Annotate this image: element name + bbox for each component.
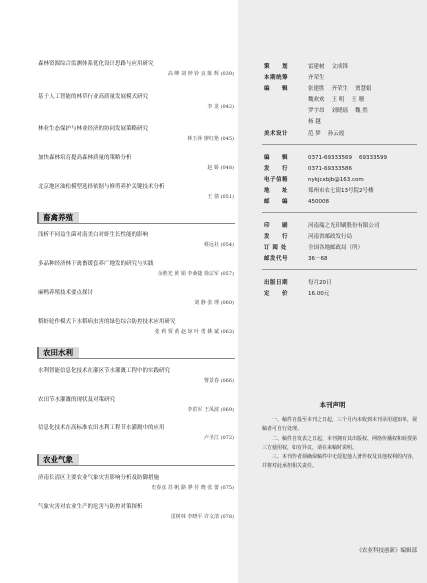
section-rule <box>37 465 235 466</box>
article-meta: 雷树林 李晓平 许文清 (078) <box>170 514 234 520</box>
article-title[interactable]: 麻鸭养殖技术要点探讨 <box>38 290 94 296</box>
divider <box>262 269 417 270</box>
article-meta: 李洪军 王凤波 (069) <box>187 407 234 413</box>
field-value: 16.00元 <box>308 291 330 297</box>
field-label: 邮 编 <box>264 199 289 205</box>
field-value: 魏欢欢 <box>308 97 325 103</box>
article-entry[interactable] <box>38 261 234 278</box>
article-title[interactable]: 多品种经济林下禽畜缓套养广地发的研究与实践 <box>38 261 154 267</box>
field-value: 王 明 <box>331 97 345 103</box>
article-entry[interactable] <box>38 155 234 172</box>
field-value: 雷建树 <box>308 64 325 70</box>
article-entry[interactable] <box>38 126 234 143</box>
article-meta: 张 莉 贾 黄 赵 琼 叶 勇 姚 斌 (063) <box>154 329 234 335</box>
article-meta: 林玉萍 廖红艳 (045) <box>187 136 234 142</box>
field-value: 0371-69333586 <box>308 166 352 172</box>
field-value: 罗宇昂 <box>308 108 325 114</box>
article-title[interactable]: 林业生态保护与林业经济的协同发展策略研究 <box>38 126 149 132</box>
article-meta: 曹景春 (066) <box>203 378 234 384</box>
section-heading-weather: 农业气象 <box>37 454 79 466</box>
notice-title: 本刊声明 <box>319 401 346 409</box>
article-title[interactable]: 森林资源综合监测体系优化设计思路与应用研究 <box>38 61 154 67</box>
field-label: 出版日期 <box>264 280 289 286</box>
field-value: 文成锋 <box>331 64 349 70</box>
field-value: 450008 <box>308 199 329 205</box>
notice-paragraph: 一、稿件自投至本刊之日起，三个月内未收到本刊录用通知单，视稿者可自行处理。 <box>262 417 418 433</box>
article-entry[interactable] <box>38 61 234 78</box>
field-label: 订 阅 处 <box>264 245 287 251</box>
field-value: 69333599 <box>358 155 387 161</box>
field-value: 张建胜 <box>308 86 325 92</box>
field-label: 策 划 <box>264 64 289 70</box>
section-rule <box>37 223 235 224</box>
field-value: 杨 越 <box>308 119 321 125</box>
article-meta: 余胜光 黄 娟 李桑捷 徐宗军 (057) <box>157 271 234 277</box>
field-value: 贾慧娟 <box>355 86 372 92</box>
article-meta: 高 峰 刘 钟 铃 良 陈 辉 (039) <box>167 71 234 77</box>
section-heading-livestock: 畜禽养殖 <box>37 212 79 224</box>
article-entry[interactable] <box>38 290 234 307</box>
section-rule <box>37 358 235 359</box>
field-value: 刘晓瑶 <box>331 108 349 114</box>
field-value: 孙云霞 <box>327 131 345 137</box>
notice-paragraph: 三、本刊作者须确保稿件中无侵犯他人著作权及其他权利的内容，并将对此承担相关责任。 <box>262 454 418 470</box>
field-value: 36－68 <box>308 256 328 262</box>
field-value: 王 珊 <box>351 97 365 103</box>
field-label: 印 刷 <box>264 223 289 229</box>
article-meta: 蔡远社 (054) <box>203 242 234 248</box>
section-heading-water: 农田水利 <box>37 347 79 359</box>
article-entry[interactable] <box>38 425 234 442</box>
article-meta: 李 龙 (042) <box>207 104 234 110</box>
notice-paragraph: 二、稿件自发表之日起，本刊拥有其出版权、网络传播权和转授第三方使用权，如有异议，请在来稿时说明。 <box>262 435 418 451</box>
article-meta: 史春彦 苏 帆 路 骅 付 晓 张 蕾 (075) <box>151 485 234 491</box>
article-title[interactable]: 水利智能信息化技术在灌区节水灌溉工程中的实践研究 <box>38 368 171 374</box>
article-entry[interactable] <box>38 319 234 336</box>
field-value: 河南瑞之光印刷股份有限公司 <box>308 223 380 229</box>
article-title[interactable]: 气象灾害对农业生产的危害与防控对策探析 <box>38 504 143 510</box>
article-meta: 刘 静 张 理 (060) <box>194 300 234 306</box>
article-entry[interactable] <box>38 397 234 414</box>
field-label: 编 辑 <box>264 155 289 161</box>
notice-signature: 《农业科技创新》编辑部 <box>356 548 417 554</box>
field-value: 全国各地邮政局（所） <box>308 245 364 251</box>
article-title[interactable]: 北京地区油松模型选择依据与修剪养护关键技术分析 <box>38 184 165 190</box>
field-label: 发 行 <box>264 166 289 172</box>
article-entry[interactable] <box>38 475 234 492</box>
field-value: 齐荣生 <box>331 86 349 92</box>
field-value: 魏 然 <box>355 108 368 114</box>
article-meta: 王 倩 (051) <box>207 194 234 200</box>
article-entry[interactable] <box>38 504 234 521</box>
field-label: 定 价 <box>264 291 289 297</box>
article-title[interactable]: 济南长清区主要农业气象灾害影响分析及防御措施 <box>38 475 160 481</box>
email-link[interactable]: nykjcxbjb@163.com <box>308 177 364 183</box>
article-title[interactable]: 信息化技术在高标准农田水利工程节水灌溉中的应用 <box>38 425 165 431</box>
field-label: 美术设计 <box>264 131 289 137</box>
field-label: 编 辑 <box>264 86 289 92</box>
field-value: 郑州市农七街13号院2号楼 <box>308 188 374 194</box>
field-label: 邮发代号 <box>264 256 289 262</box>
article-meta: 卢圣江 (072) <box>203 435 234 441</box>
article-entry[interactable] <box>38 368 234 385</box>
article-title[interactable]: 基于人工智能的林草行业高质量发展模式研究 <box>38 94 149 100</box>
field-label: 发 行 <box>264 234 289 240</box>
article-entry[interactable] <box>38 94 234 111</box>
article-entry[interactable] <box>38 232 234 249</box>
divider <box>262 144 417 145</box>
field-value: 范 梦 <box>308 131 321 137</box>
article-title[interactable]: 农田节水灌溉的现状及对策研究 <box>38 397 116 403</box>
article-entry[interactable] <box>38 184 234 201</box>
field-value: 河南省邮政发行局 <box>308 234 353 240</box>
field-value: 0371-69333569 <box>308 155 352 161</box>
divider <box>262 212 417 213</box>
article-title[interactable]: 稻虾轮作模式下水稻病虫害的绿色综合防控技术应用研究 <box>38 319 176 325</box>
article-title[interactable]: 加快森林培育提高森林质量的策略分析 <box>38 155 132 161</box>
article-title[interactable]: 浅析不同益生菌对南美白对虾生长性能的影响 <box>38 232 149 238</box>
article-meta: 赵 娇 (048) <box>207 165 234 171</box>
field-value: 每月20日 <box>308 280 332 286</box>
field-label: 本期统筹 <box>264 75 289 81</box>
field-label: 地 址 <box>264 188 289 194</box>
notice-body <box>262 416 419 472</box>
field-value: 齐荣生 <box>308 75 325 81</box>
field-label: 电子信箱 <box>264 177 289 183</box>
